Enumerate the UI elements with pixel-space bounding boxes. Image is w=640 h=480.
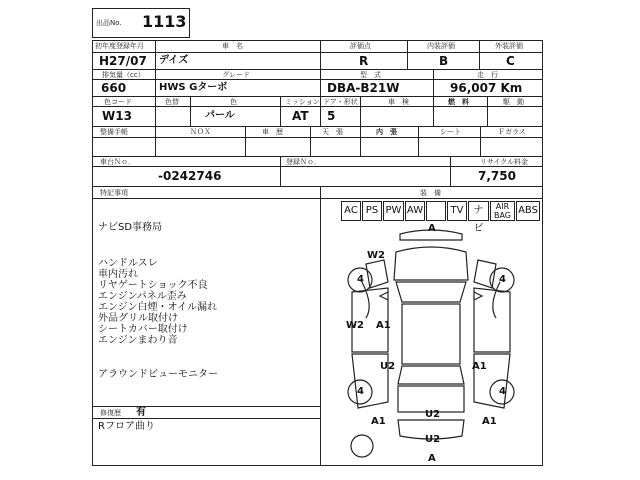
damage-mark: A [428,453,436,464]
note-line: エンジンパネル歪み [98,291,187,302]
transmission-label: ミッション [285,98,320,106]
equip-tv: TV [447,201,467,221]
glass-label: Ｆガラス [498,128,526,136]
interior-label: 内装評価 [427,42,455,50]
note-line: エンジンまわり音 [98,335,178,346]
damage-mark: 4 [499,274,506,285]
displacement-label: 排気量（cc） [102,71,145,79]
score-label: 評価点 [350,42,371,50]
registration-label: 登録Ｎｏ． [286,158,321,166]
damage-mark: U2 [425,434,441,445]
damage-mark: A1 [472,361,487,372]
damage-mark: W2 [367,250,385,261]
notes-top: ナビSD事務局 [98,222,163,233]
upholstery-label: 内 張 [376,128,397,136]
displacement: 660 [101,81,127,95]
damage-mark: A1 [482,416,497,427]
note-line: エンジン白煙・オイル漏れ [98,302,217,313]
note-line: ハンドルスレ [98,258,158,269]
recycle-label: リサイクル料金 [480,158,529,166]
recycle-fee: 7,750 [478,169,516,183]
color-code-label: 色コード [104,98,132,106]
note-line: 外品グリル取付け [98,313,178,324]
equip-ps: PS [362,201,382,221]
nox-label: ＮＯＸ [190,128,211,136]
grade: HWS Gターボ [159,82,228,93]
note-line: シートカバー取付け [98,324,188,335]
doors: 5 [327,109,336,123]
transmission: AT [292,109,309,123]
lot-label: 出品No. [96,19,122,27]
color-code: W13 [102,109,132,123]
damage-mark: 4 [357,274,364,285]
damage-mark: A1 [371,416,386,427]
color: パール [205,110,235,121]
car-name: デイズ [159,55,189,66]
equip-ac: AC [341,201,361,221]
note-line: 車内汚れ [98,269,138,280]
color-change-label: 色替 [165,98,179,106]
notes-list [98,258,217,346]
damage-mark: A [428,223,436,234]
equip-abs: ABS [516,201,540,221]
score: R [359,54,369,68]
model-label: 型 式 [360,71,381,79]
note-line: リヤゲートショック不良 [98,280,208,291]
car-name-label: 車 名 [222,42,243,50]
equip-aw: AW [405,201,425,221]
damage-mark: W2 [346,320,364,331]
damage-mark: U2 [380,361,396,372]
lot-number: 1113 [142,12,187,31]
mileage-label: 走 行 [477,71,498,79]
interior-grade: B [439,54,449,68]
damage-mark: 4 [499,386,506,397]
color-label: 色 [230,98,237,106]
equipment-label: 装 備 [420,189,441,197]
model-code: DBA-B21W [327,81,400,95]
exterior-label: 外装評価 [495,42,523,50]
history-label: 車 歴 [262,128,283,136]
notes-label: 特記事項 [100,189,128,197]
equip-pw: PW [383,201,404,221]
equip-airbag: AIR BAG [490,201,515,221]
reg-year-label: 初年度登録年月 [95,42,144,50]
damage-mark: 4 [357,386,364,397]
damage-mark: U2 [425,409,441,420]
drive-label: 駆 動 [503,98,524,106]
fuel-label: 燃 料 [448,98,469,106]
sunroof-label: 天 張 [322,128,343,136]
grade-label: グレード [222,71,250,79]
mileage: 96,007 Km [450,81,523,95]
reg-year: H27/07 [99,54,147,68]
repair-value: 有 [136,407,146,418]
chassis-number: -0242746 [158,169,222,183]
inspection-label: 車 検 [388,98,409,106]
notes-bottom: アラウンドビューモニター [98,369,218,380]
equip-blank [426,201,446,221]
equip-navi: ナビ [468,201,489,221]
damage-mark: A1 [376,320,391,331]
repair-detail: Rフロア曲り [98,421,155,432]
manual-label: 整備手帳 [100,128,128,136]
doors-label: ドア・形状 [323,98,358,106]
car-diagram [322,222,540,464]
seat-label: シート [440,128,461,136]
exterior-grade: C [506,54,515,68]
chassis-label: 車台Ｎｏ． [100,158,135,166]
repair-label: 修復歴 [100,409,121,417]
